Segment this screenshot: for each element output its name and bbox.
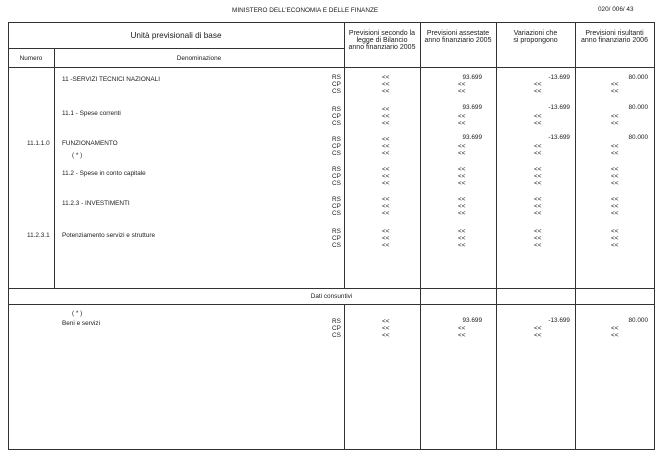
col4-markers: << << bbox=[611, 113, 619, 127]
row-codes: RS CP CS bbox=[332, 196, 341, 217]
col2-value: 93.699 bbox=[462, 134, 482, 141]
col3-markers: << << bbox=[534, 113, 542, 127]
col1-markers: << << << bbox=[382, 106, 390, 127]
col4-header: Previsioni risultanti anno finanziario 2006 bbox=[581, 30, 648, 44]
page-reference: 020/ 006/ 43 bbox=[598, 6, 634, 13]
col3-value: -13.699 bbox=[548, 317, 570, 324]
col1-markers: << << << bbox=[382, 74, 390, 95]
col3-value: -13.699 bbox=[548, 74, 570, 81]
row-label: 11.2.3 - INVESTIMENTI bbox=[62, 200, 130, 207]
row-label: 11.2 - Spese in conto capitale bbox=[62, 170, 146, 177]
row-codes: RS CP CS bbox=[332, 166, 341, 187]
col1-markers: << << << bbox=[382, 166, 390, 187]
col3-header: Variazioni che si propongono bbox=[513, 30, 558, 44]
row-number: 11.2.3.1 bbox=[27, 232, 50, 239]
col4-value: 80.000 bbox=[628, 104, 648, 111]
col1-markers: << << << bbox=[382, 318, 390, 339]
col2-markers: << << << bbox=[458, 228, 466, 249]
col4-markers: << << bbox=[611, 325, 619, 339]
col4-markers: << << << bbox=[611, 196, 619, 217]
col3-value: -13.699 bbox=[548, 104, 570, 111]
row-codes: RS CP CS bbox=[332, 106, 341, 127]
unita-header: Unità previsionali di base bbox=[130, 31, 222, 40]
row-label: 11 -SERVIZI TECNICI NAZIONALI bbox=[62, 76, 161, 83]
row-note: ( * ) bbox=[72, 152, 83, 159]
col1-markers: << << << bbox=[382, 196, 390, 217]
col3-markers: << << bbox=[534, 143, 542, 157]
row-label: Potenziamento servizi e strutture bbox=[62, 232, 156, 239]
col2-header: Previsioni assestate anno finanziario 2005 bbox=[424, 30, 492, 44]
col4-markers: << << << bbox=[611, 228, 619, 249]
col2-value: 93.699 bbox=[462, 74, 482, 81]
col1-header: Previsioni secondo la legge di Bilancio anno finanziario 2005 bbox=[348, 30, 416, 51]
col3-markers: << << << bbox=[534, 166, 542, 187]
col2-markers: << << bbox=[458, 81, 466, 95]
col2-markers: << << << bbox=[458, 196, 466, 217]
row-codes: RS CP CS bbox=[332, 136, 341, 157]
row-note: ( * ) bbox=[72, 310, 83, 317]
row-label: FUNZIONAMENTO bbox=[62, 140, 118, 147]
col3-markers: << << << bbox=[534, 196, 542, 217]
row-codes: RS CP CS bbox=[332, 318, 341, 339]
denominazione-header: Denominazione bbox=[176, 55, 222, 62]
col2-markers: << << bbox=[458, 143, 466, 157]
dati-consuntivi-title: Dati consuntivi bbox=[310, 293, 353, 300]
row-number: 11.1.1.0 bbox=[27, 140, 50, 147]
col2-value: 93.699 bbox=[462, 104, 482, 111]
ministry-title: MINISTERO DELL'ECONOMIA E DELLE FINANZE bbox=[232, 7, 379, 14]
row-label: Beni e servizi bbox=[62, 320, 101, 327]
col4-markers: << << << bbox=[611, 166, 619, 187]
col4-markers: << << bbox=[611, 81, 619, 95]
col1-markers: << << << bbox=[382, 136, 390, 157]
col4-markers: << << bbox=[611, 143, 619, 157]
col2-markers: << << << bbox=[458, 166, 466, 187]
col3-value: -13.699 bbox=[548, 134, 570, 141]
row-codes: RS CP CS bbox=[332, 228, 341, 249]
col4-value: 80.000 bbox=[628, 317, 648, 324]
col3-markers: << << << bbox=[534, 228, 542, 249]
row-codes: RS CP CS bbox=[332, 74, 341, 95]
col4-value: 80.000 bbox=[628, 74, 648, 81]
col1-markers: << << << bbox=[382, 228, 390, 249]
col4-value: 80.000 bbox=[628, 134, 648, 141]
col2-markers: << << bbox=[458, 325, 466, 339]
numero-header: Numero bbox=[19, 55, 43, 62]
col3-markers: << << bbox=[534, 325, 542, 339]
col2-markers: << << bbox=[458, 113, 466, 127]
row-label: 11.1 - Spese correnti bbox=[62, 110, 121, 117]
col3-markers: << << bbox=[534, 81, 542, 95]
col2-value: 93.699 bbox=[462, 317, 482, 324]
